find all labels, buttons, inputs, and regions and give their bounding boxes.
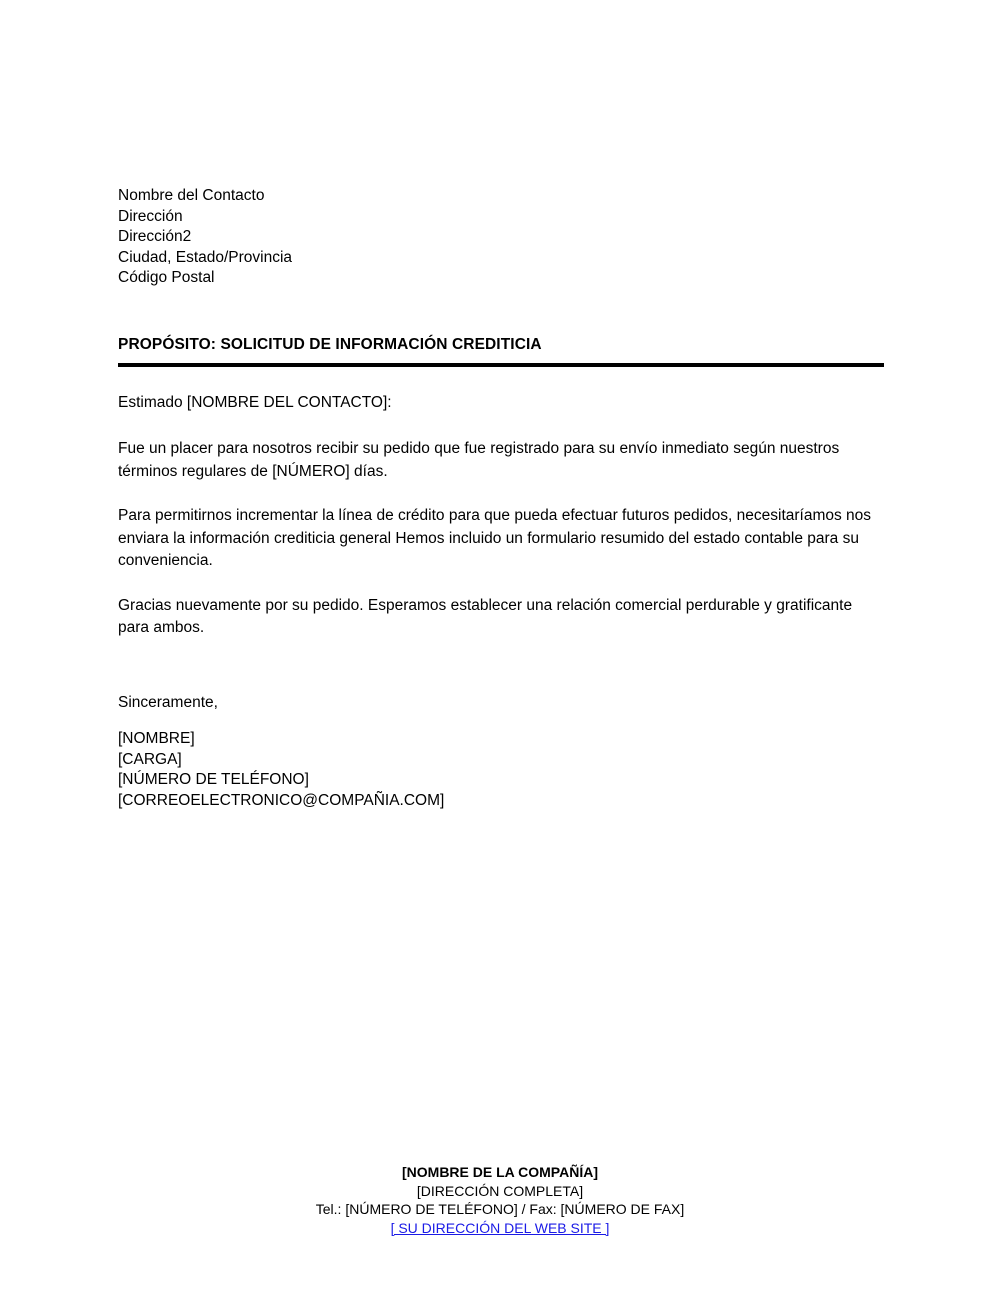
recipient-address-2: Dirección2 — [118, 228, 192, 245]
recipient-address-block — [118, 186, 884, 289]
body-paragraph-1: Fue un placer para nosotros recibir su pedido que fue registrado para su envío inmediato según nuestros términos regulares de [NÚMERO] días. — [118, 440, 840, 480]
body-paragraph-3: Gracias nuevamente por su pedido. Esperamos establecer una relación comercial perdurable y gratificante para ambos. — [118, 596, 853, 636]
subject-section — [118, 335, 884, 367]
signature-name: [NOMBRE] — [118, 730, 195, 747]
recipient-city-state: Ciudad, Estado/Provincia — [118, 248, 293, 266]
footer-address: [DIRECCIÓN COMPLETA] — [416, 1182, 584, 1199]
letter-body — [118, 392, 884, 713]
recipient-postal-code: Código Postal — [118, 269, 215, 286]
subject-heading: PROPÓSITO: SOLICITUD DE INFORMACIÓN CREDITICIA — [118, 336, 542, 353]
closing-line: Sinceramente, — [118, 693, 218, 711]
recipient-name: Nombre del Contacto — [118, 187, 265, 204]
subject-divider-rule — [118, 363, 884, 367]
footer-company-name: [NOMBRE DE LA COMPAÑÍA] — [402, 1164, 598, 1180]
signature-email: [CORREOELECTRONICO@COMPAÑIA.COM] — [118, 791, 445, 809]
salutation-line: Estimado [NOMBRE DEL CONTACTO]: — [118, 394, 392, 411]
body-paragraph-2: Para permitirnos incrementar la línea de crédito para que pueda efectuar futuros pedidos, necesitaríamos nos enviara la información crediticia general Hemos incluido un formulario resumido del estado contable para su conveniencia. — [118, 507, 872, 569]
signature-title: [CARGA] — [118, 750, 182, 768]
page-footer — [0, 1163, 1000, 1238]
signature-phone: [NÚMERO DE TELÉFONO] — [118, 771, 309, 788]
signature-block — [118, 729, 884, 811]
footer-website-link[interactable]: [ SU DIRECCIÓN DEL WEB SITE ] — [390, 1219, 610, 1236]
footer-phone-fax: Tel.: [NÚMERO DE TELÉFONO] / Fax: [NÚMERO DE FAX] — [315, 1201, 685, 1217]
recipient-address-1: Dirección — [118, 207, 183, 225]
